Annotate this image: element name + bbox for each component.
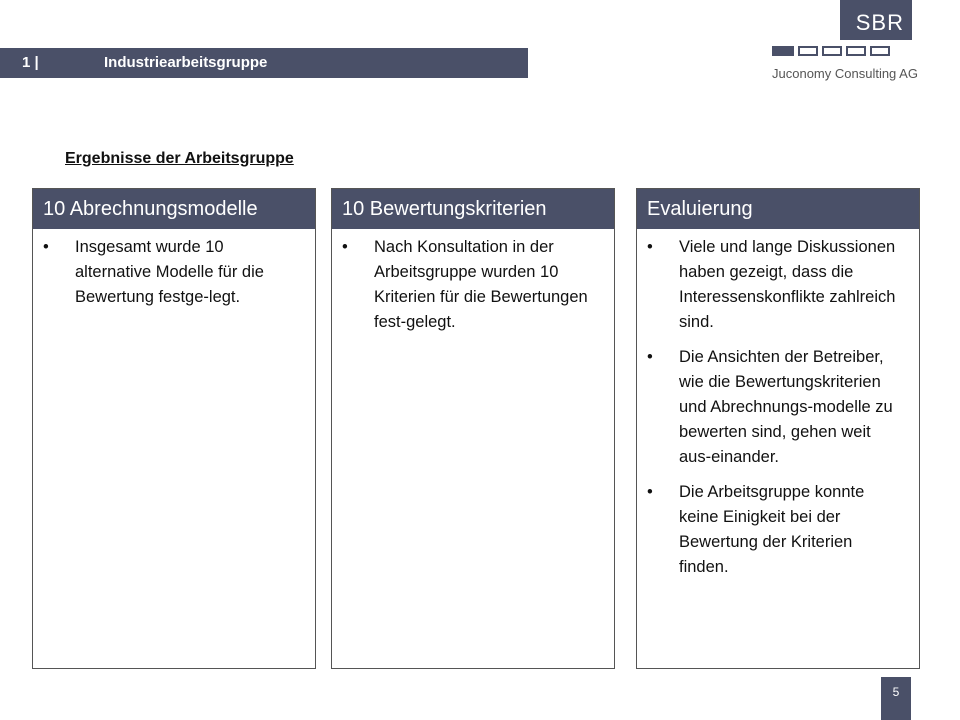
logo-company-name: Juconomy Consulting AG <box>772 66 918 81</box>
logo-square <box>798 46 818 56</box>
bullet-icon: • <box>43 238 49 256</box>
bullet-item <box>342 235 596 335</box>
column-header: 10 Abrechnungsmodelle <box>33 189 315 229</box>
column-bewertungskriterien <box>331 188 615 669</box>
bullet-text: Nach Konsultation in der Arbeitsgruppe wurden 10 Kriterien für die Bewertungen fest-gelegt. <box>374 238 588 331</box>
bullet-item <box>647 480 901 580</box>
bullet-icon: • <box>647 238 653 256</box>
bullet-item <box>43 235 297 310</box>
title-bar <box>0 48 528 78</box>
bullet-item <box>647 235 901 335</box>
column-header: Evaluierung <box>637 189 919 229</box>
column-body <box>637 229 919 580</box>
logo-square <box>870 46 890 56</box>
logo-square <box>822 46 842 56</box>
section-number: 1 | <box>22 54 39 71</box>
page-number: 5 <box>881 677 911 720</box>
logo-square <box>846 46 866 56</box>
bullet-icon: • <box>647 483 653 501</box>
bullet-text: Insgesamt wurde 10 alternative Modelle für die Bewertung festge-legt. <box>75 238 264 306</box>
bullet-icon: • <box>647 348 653 366</box>
bullet-item <box>647 345 901 470</box>
page-title: Industriearbeitsgruppe <box>104 54 268 71</box>
bullet-text: Die Arbeitsgruppe konnte keine Einigkeit bei der Bewertung der Kriterien finden. <box>679 483 865 576</box>
column-body <box>33 229 315 310</box>
column-abrechnungsmodelle <box>32 188 316 669</box>
column-evaluierung <box>636 188 920 669</box>
column-body <box>332 229 614 335</box>
bullet-text: Viele und lange Diskussionen haben gezeigt, dass die Interessenskonflikte zahlreich sind. <box>679 238 896 331</box>
section-heading: Ergebnisse der Arbeitsgruppe <box>65 150 294 167</box>
bullet-icon: • <box>342 238 348 256</box>
logo-brand: SBR <box>840 0 912 40</box>
column-header: 10 Bewertungskriterien <box>332 189 614 229</box>
logo-square <box>772 46 794 56</box>
bullet-text: Die Ansichten der Betreiber, wie die Bewertungskriterien und Abrechnungs-modelle zu bewerten sind, gehen weit aus-einander. <box>679 348 893 466</box>
company-logo <box>772 0 918 90</box>
